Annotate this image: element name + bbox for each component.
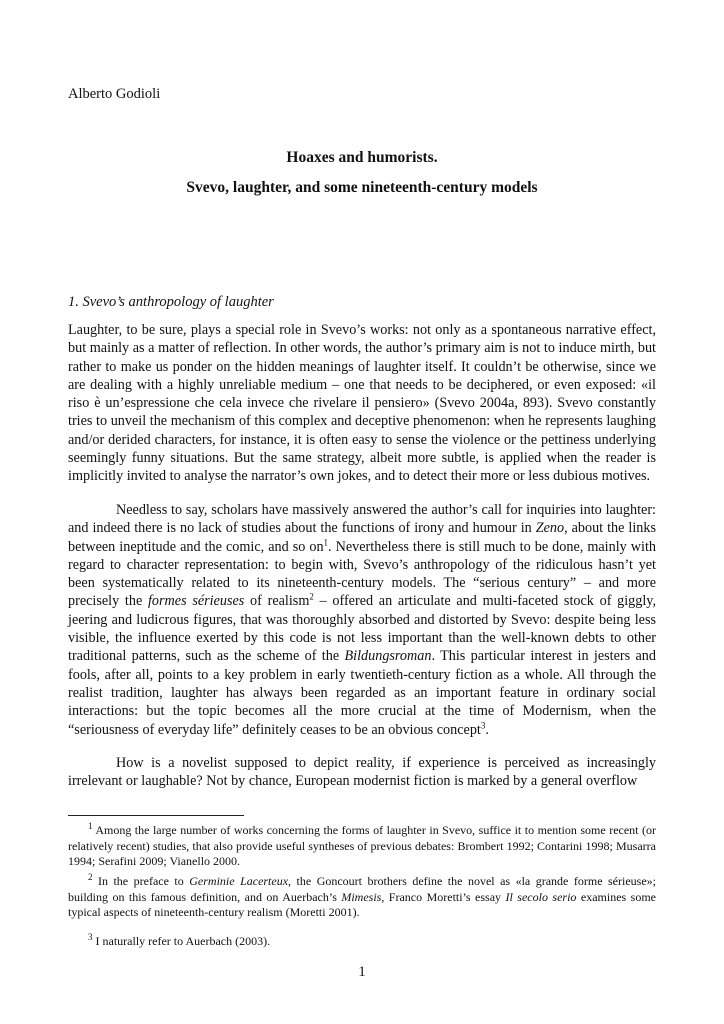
- footnote-text: I naturally refer to Auerbach (2003).: [92, 934, 271, 948]
- footnote-text: , the Goncourt brothers define the novel as «la grande forme sérieuse»; building on this famous definition, and on Auerbach’s: [68, 874, 656, 904]
- footnote-ref-3[interactable]: 3: [480, 719, 486, 730]
- p2-text: . Nevertheless there is still much to be done, mainly with regard to character representation: to begin with, Svevo’s anthropology of the ridiculous hasn’t yet been systematically related to its nineteenth-century models. The “serious century” – and more precisely the: [68, 538, 656, 610]
- p2-text: .: [485, 721, 489, 738]
- paragraph-1: Laughter, to be sure, plays a special role in Svevo’s works: not only as a spontaneous narrative effect, but mainly as a matter of reflection. In other words, the author’s primary aim is not to induce mirth, but rather to make us ponder on the hidden meanings of laughter itself. It couldn’t be otherwise, since we are dealing with a highly unreliable medium – one that needs to be deciphered, or even exposed: «il riso è un’espressione che cela invece che rivelare il pensiero» (Svevo 2004a, 893). Svevo constantly tries to unveil the mechanism of this complex and deceptive phenomenon: when he represents laughing and/or derided characters, for instance, it is often easy to sense the violence or the pettiness underlying seemingly funny situations. But the same strategy, albeit more subtle, is applied when the reader is implicitly invited to analyse the narrator’s own jokes, and to detect their more or less dubious motives.: [68, 322, 656, 485]
- footnote-2: [68, 874, 656, 921]
- footnote-text: , Franco Moretti’s essay: [381, 889, 506, 904]
- p2-italic-bildungsroman: Bildungsroman: [344, 648, 432, 665]
- footnote-3: [68, 934, 656, 950]
- paragraph-3: How is a novelist supposed to depict reality, if experience is perceived as increasingly irrelevant or laughable? Not by chance, European modernist fiction is marked by a general overflow: [68, 755, 656, 790]
- p2-text: – offered an articulate and multi-faceted stock of giggly, jeering and ludicrous figures, that was thoroughly absorbed and distorted by Svevo: despite being less visible, the influence exerted by this code is not less important than the well-known debts to other traditional patterns, such as the scheme of the: [68, 593, 657, 665]
- p2-text: . This particular interest in jesters and fools, after all, points to a key problem in early twentieth-century fiction as a whole. All through the realist tradition, laughter has always been regarded as an important feature in ordinary social interactions: but the topic becomes all the more crucial at the time of Modernism, when the “seriousness of everyday life” definitely ceases to be an obvious concept: [68, 648, 656, 738]
- section-heading: 1. Svevo’s anthropology of laughter: [68, 294, 274, 310]
- p2-italic-formes: formes sérieuses: [147, 593, 245, 610]
- p2-text: of realism: [244, 593, 310, 610]
- p2-text: , about the links between ineptitude and the comic, and so on: [68, 520, 656, 555]
- paper-subtitle: Svevo, laughter, and some nineteenth-century models: [186, 179, 538, 196]
- footnote-number: 1: [88, 821, 93, 831]
- footnote-text: examines some typical aspects of nineteenth-century realism (Moretti 2001).: [68, 889, 656, 920]
- footnote-ref-2[interactable]: 2: [309, 591, 314, 602]
- page-number: 1: [358, 964, 366, 980]
- footnote-ref-1[interactable]: 1: [323, 536, 329, 547]
- footnote-1: [68, 823, 656, 870]
- footnote-number: 3: [88, 932, 93, 942]
- paragraph-2: [68, 501, 656, 739]
- footnote-text: In the preface to: [92, 874, 190, 888]
- footnote-italic: Il secolo serio: [505, 889, 577, 904]
- footnote-italic: Mimesis: [341, 889, 382, 904]
- p2-italic-zeno: Zeno: [535, 520, 565, 537]
- footnote-number: 2: [88, 872, 93, 882]
- p2-text: Needless to say, scholars have massively answered the author’s call for inquiries into laughter: and indeed there is no lack of studies about the functions of irony and humour in: [68, 502, 656, 537]
- paper-title: Hoaxes and humorists.: [286, 149, 438, 166]
- footnote-divider: [68, 815, 244, 816]
- author-name: Alberto Godioli: [68, 86, 161, 102]
- footnote-text: Among the large number of works concerning the forms of laughter in Svevo, suffice it to mention some recent (or relatively recent) studies, that also provide useful syntheses of previous debates: Brombert 1992; Contarini 1998; Musarra 1994; Serafini 2009; Vianello 2000.: [68, 823, 656, 869]
- footnote-italic: Germinie Lacerteux: [189, 874, 289, 888]
